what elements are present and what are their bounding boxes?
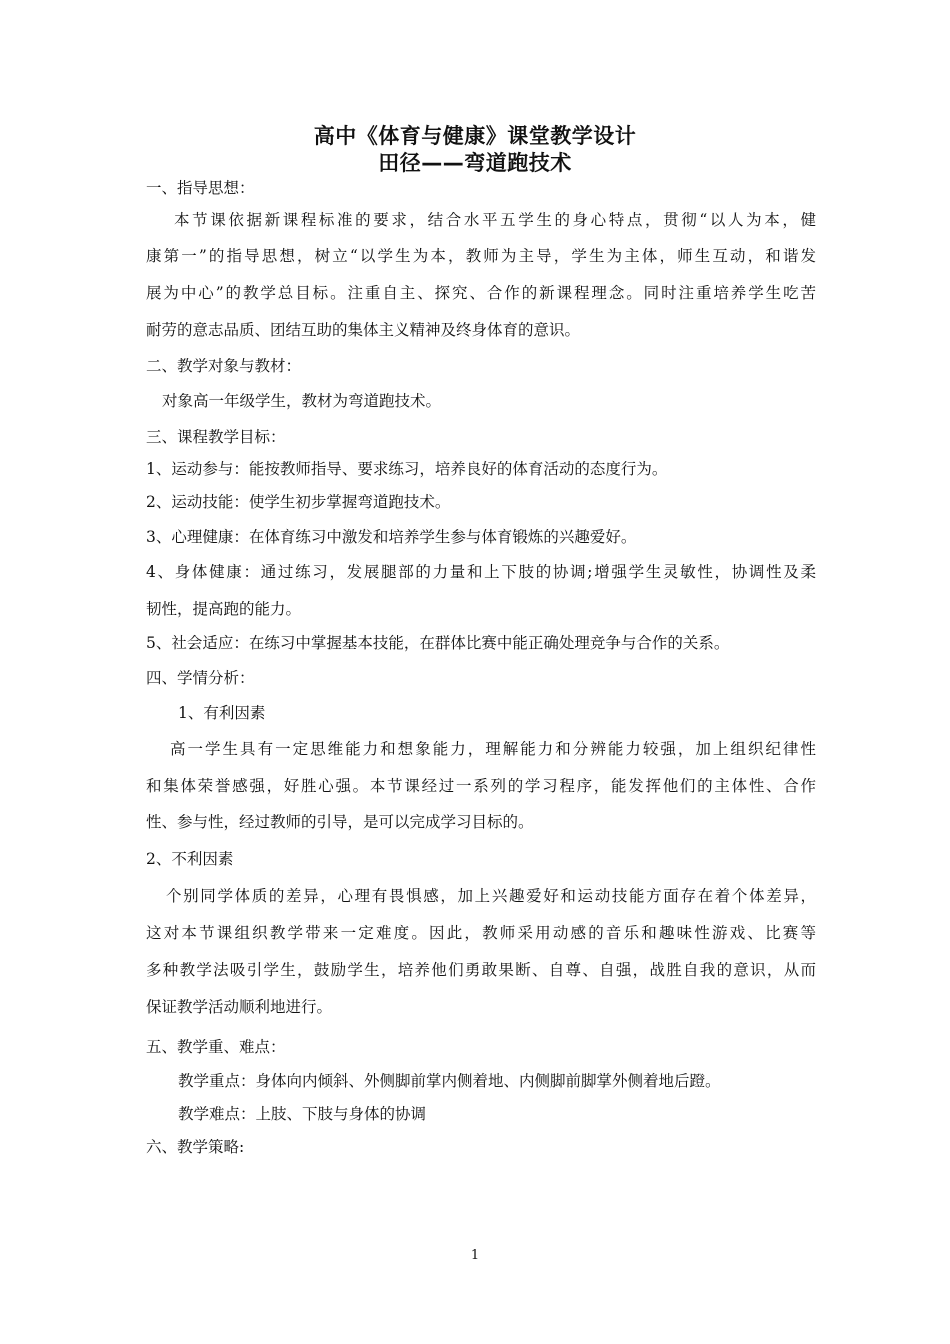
objective-item: 3、心理健康：在体育练习中激发和培养学生参与体育锻炼的兴趣爱好。 xyxy=(146,528,637,546)
sub-heading-unfavorable: 2、不利因素 xyxy=(146,850,234,868)
paragraph-line: 本节课依据新课程标准的要求，结合水平五学生的身心特点，贯彻“以人为本，健 xyxy=(174,211,816,229)
objective-item: 4、身体健康：通过练习，发展腿部的力量和上下肢的协调;增强学生灵敏性，协调性及柔 xyxy=(146,563,816,581)
paragraph-line: 康第一”的指导思想，树立“以学生为本，教师为主导，学生为主体，师生互动，和谐发 xyxy=(146,247,816,265)
paragraph-line: 个别同学体质的差异，心理有畏惧感，加上兴趣爱好和运动技能方面存在着个体差异， xyxy=(166,887,816,905)
document-title: 高中《体育与健康》课堂教学设计 xyxy=(313,124,637,148)
paragraph-line: 高一学生具有一定思维能力和想象能力，理解能力和分辨能力较强，加上组织纪律性 xyxy=(170,740,816,758)
document-subtitle: 田径——弯道跑技术 xyxy=(378,151,572,175)
page-number: 1 xyxy=(470,1248,480,1263)
objective-item: 5、社会适应：在练习中掌握基本技能，在群体比赛中能正确处理竞争与合作的关系。 xyxy=(146,634,730,652)
sub-heading-favorable: 1、有利因素 xyxy=(178,704,266,722)
paragraph-line: 展为中心”的教学总目标。注重自主、探究、合作的新课程理念。同时注重培养学生吃苦 xyxy=(146,284,816,302)
paragraph-line: 和集体荣誉感强，好胜心强。本节课经过一系列的学习程序，能发挥他们的主体性、合作 xyxy=(146,777,816,795)
section-heading-teaching-object: 二、教学对象与教材： xyxy=(146,357,302,375)
objective-item: 1、运动参与：能按教师指导、要求练习，培养良好的体育活动的态度行为。 xyxy=(146,460,668,478)
section-heading-guiding-thought: 一、指导思想： xyxy=(146,179,255,197)
section-heading-strategy: 六、教学策略: xyxy=(146,1138,245,1156)
key-point-line: 教学重点：身体向内倾斜、外侧脚前掌内侧着地、内侧脚前脚掌外侧着地后蹬。 xyxy=(178,1072,721,1090)
paragraph-line: 对象高一年级学生，教材为弯道跑技术。 xyxy=(162,392,442,410)
objective-item: 2、运动技能：使学生初步掌握弯道跑技术。 xyxy=(146,493,451,511)
paragraph-line: 这对本节课组织教学带来一定难度。因此，教师采用动感的音乐和趣味性游戏、比赛等 xyxy=(146,924,816,942)
objective-item-continued: 韧性，提高跑的能力。 xyxy=(146,600,302,618)
section-heading-learner-analysis: 四、学情分析： xyxy=(146,669,255,687)
section-heading-key-points: 五、教学重、难点： xyxy=(146,1038,286,1056)
paragraph-line: 耐劳的意志品质、团结互助的集体主义精神及终身体育的意识。 xyxy=(146,321,581,339)
paragraph-line: 保证教学活动顺利地进行。 xyxy=(146,998,333,1016)
paragraph-line: 性、参与性，经过教师的引导，是可以完成学习目标的。 xyxy=(146,813,534,831)
section-heading-objectives: 三、课程教学目标： xyxy=(146,428,286,446)
difficult-point-line: 教学难点：上肢、下肢与身体的协调 xyxy=(178,1105,427,1123)
paragraph-line: 多种教学法吸引学生，鼓励学生，培养他们勇敢果断、自尊、自强，战胜自我的意识，从而 xyxy=(146,961,816,979)
